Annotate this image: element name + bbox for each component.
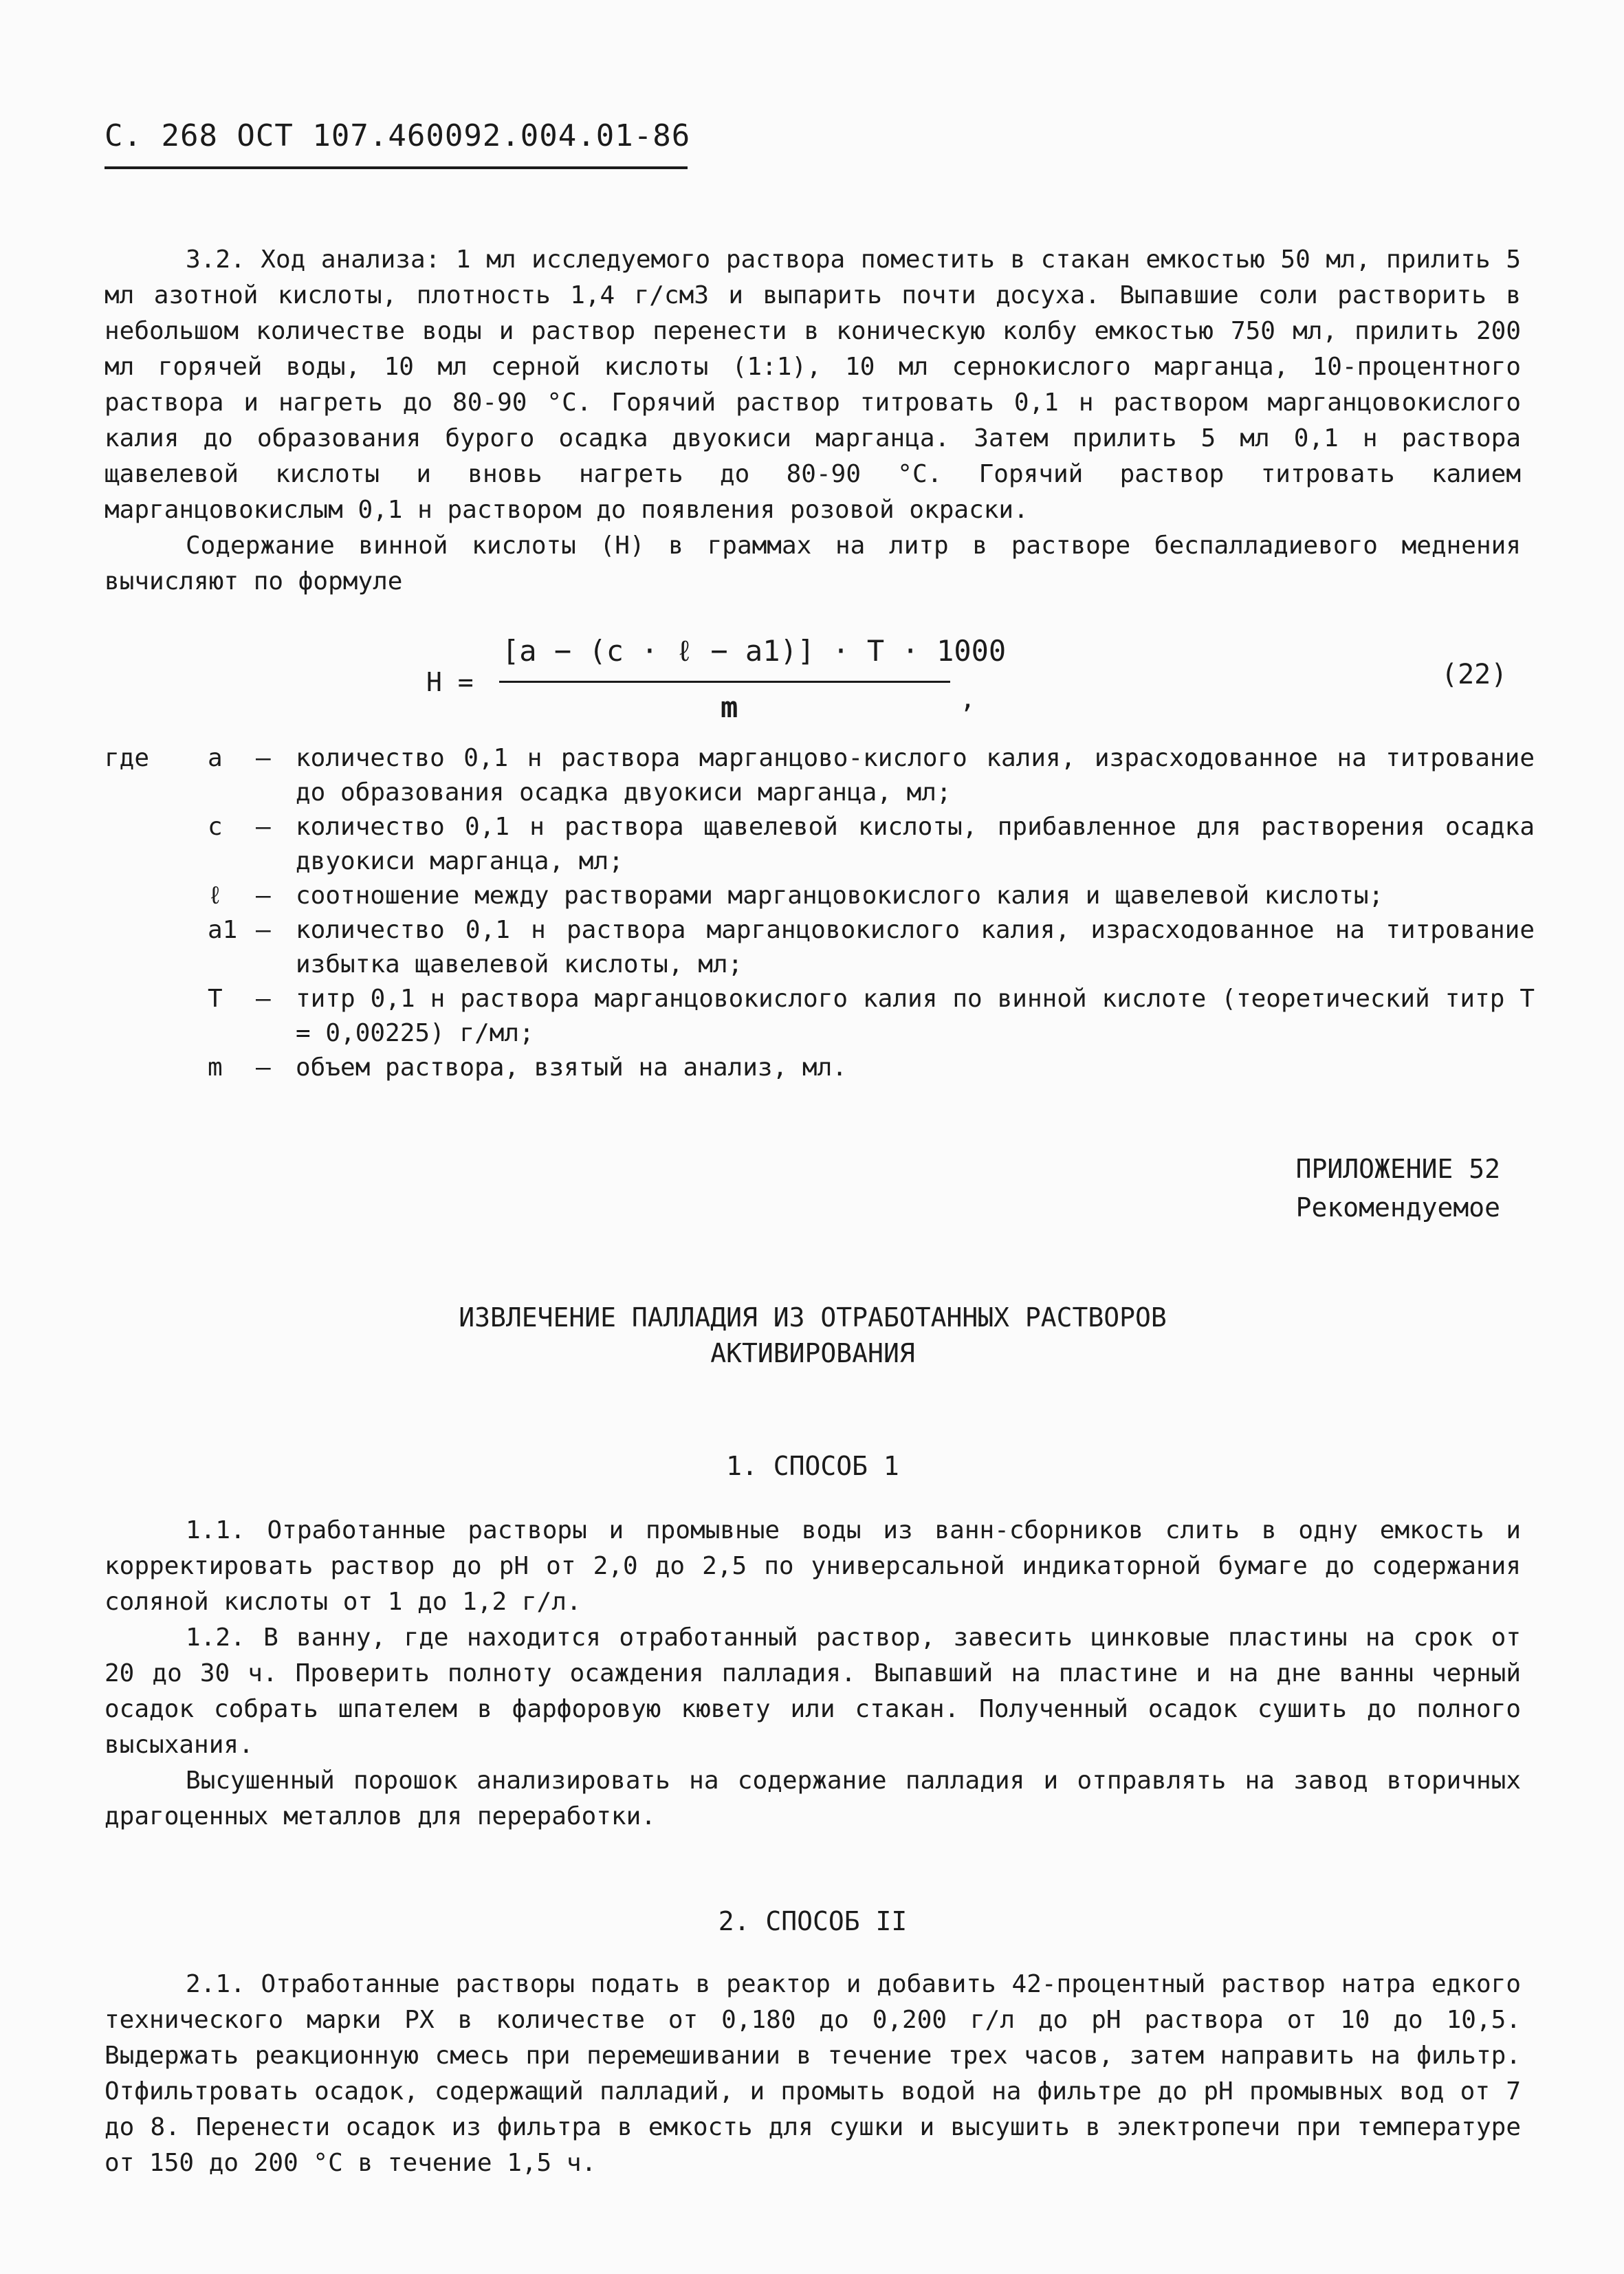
formula-denominator: m [721, 690, 738, 724]
where-label: где [105, 744, 150, 772]
definition-t: Т – титр 0,1 н раствора марганцовокислого калия по винной кислоте (теоретический титр Т = 0,00225) г/мл; [105, 982, 1535, 1051]
section-3-2 [105, 242, 1521, 600]
definition-symbol: а1 [208, 916, 238, 944]
appendix-status: Рекомендуемое [1295, 1192, 1500, 1223]
document-title [105, 1300, 1521, 1371]
page-header: С. 268 ОСТ 107.460092.004.01-86 [105, 118, 691, 153]
definition-text: титр 0,1 н раствора марганцовокислого калия по винной кислоте (теоретический титр Т = 0,00225) г/мл; [296, 985, 1535, 1047]
definition-l: ℓ – соотношение между растворами марганцовокислого калия и щавелевой кислоты; [105, 879, 1535, 913]
formula-intro: Содержание винной кислоты (Н) в граммах на литр в растворе беспалладиевого меднения вычисляют по формуле [105, 532, 1521, 595]
definition-text: количество 0,1 н раствора марганцовокислого калия, израсходованное на титрование избытка щавелевой кислоты, мл; [296, 916, 1535, 979]
method-2-heading: 2. СПОСОБ II [718, 1906, 908, 1936]
header-rule [105, 166, 688, 169]
definition-symbol: Т [208, 985, 223, 1013]
paragraph-1-3: Высушенный порошок анализировать на содержание палладия и отправлять на завод вторичных драгоценных металлов для переработки. [105, 1767, 1521, 1830]
method-1-body [105, 1513, 1521, 1835]
method-1-heading: 1. СПОСОБ 1 [726, 1451, 899, 1481]
equation-number: (22) [1441, 659, 1508, 690]
definition-a1: а1 – количество 0,1 н раствора марганцовокислого калия, израсходованное на титрование избытка щавелевой кислоты, мл; [105, 913, 1535, 982]
paragraph-1-2: 1.2. В ванну, где находится отработанный раствор, завесить цинковые пластины на срок от 20 до 30 ч. Проверить полноту осаждения палладия. Выпавший на пластине и на дне ванны черный осадок собрать шпателем в фарфоровую кювету или стакан. Полученный осадок сушить до полного высыхания. [105, 1623, 1521, 1759]
definition-symbol: m [208, 1053, 223, 1082]
definition-a: где а – количество 0,1 н раствора марганцово-кислого калия, израсходованное на титрование до образования осадка двуокиси марганца, мл; [105, 741, 1535, 810]
title-line-1: ИЗВЛЕЧЕНИЕ ПАЛЛАДИЯ ИЗ ОТРАБОТАННЫХ РАСТВОРОВ [459, 1302, 1167, 1333]
definition-c: с – количество 0,1 н раствора щавелевой кислоты, прибавленное для растворения осадка двуокиси марганца, мл; [105, 810, 1535, 879]
definitions-list [105, 741, 1535, 1085]
appendix-block [1296, 1150, 1500, 1227]
definition-symbol: ℓ [208, 882, 223, 910]
definition-m: m – объем раствора, взятый на анализ, мл. [105, 1051, 1535, 1085]
definition-symbol: с [208, 813, 223, 841]
fraction-line [499, 681, 950, 683]
definition-text: количество 0,1 н раствора марганцово-кислого калия, израсходованное на титрование до образования осадка двуокиси марганца, мл; [296, 744, 1535, 807]
method-2-body [105, 1967, 1521, 2181]
paragraph-3-2: 3.2. Ход анализа: 1 мл исследуемого раствора поместить в стакан емкостью 50 мл, прилить 5 мл азотной кислоты, плотность 1,4 г/см3 и выпарить почти досуха. Выпавшие соли растворить в небольшом количестве воды и раствор перенести в коническую колбу емкостью 750 мл, прилить 200 мл горячей воды, 10 мл серной кислоты (1:1), 10 мл сернокислого марганца, 10-процентного раствора и нагреть до 80-90 °С. Горячий раствор титровать 0,1 н раствором марганцовокислого калия до образования бурого осадка двуокиси марганца. Затем прилить 5 мл 0,1 н раствора щавелевой кислоты и вновь нагреть до 80-90 °С. Горячий раствор титровать калием марганцовокислым 0,1 н раствором до появления розовой окраски. [105, 245, 1521, 524]
definition-text: объем раствора, взятый на анализ, мл. [296, 1053, 847, 1082]
definition-text: соотношение между растворами марганцовокислого калия и щавелевой кислоты; [296, 882, 1384, 910]
paragraph-2-1: 2.1. Отработанные растворы подать в реактор и добавить 42-процентный раствор натра едкого технического марки РХ в количестве от 0,180 до 0,200 г/л до рН раствора от 10 до 10,5. Выдержать реакционную смесь при перемешивании в течение трех часов, затем направить на фильтр. Отфильтровать осадок, содержащий палладий, и промыть водой на фильтре до рН промывных вод от 7 до 8. Перенести осадок из фильтра в емкость для сушки и высушить в электропечи при температуре от 150 до 200 °С в течение 1,5 ч. [105, 1970, 1521, 2177]
paragraph-1-1: 1.1. Отработанные растворы и промывные воды из ванн-сборников слить в одну емкость и корректировать раствор до рН от 2,0 до 2,5 по универсальной индикаторной бумаге до содержания соляной кислоты от 1 до 1,2 г/л. [105, 1516, 1521, 1616]
formula-comma: , [960, 684, 976, 714]
formula-lhs: Н = [426, 667, 474, 697]
title-line-2: АКТИВИРОВАНИЯ [710, 1338, 915, 1368]
definition-text: количество 0,1 н раствора щавелевой кислоты, прибавленное для растворения осадка двуокиси марганца, мл; [296, 813, 1535, 875]
formula-numerator: [а − (с · ℓ − а1)] · Т · 1000 [502, 634, 1007, 668]
appendix-number: ПРИЛОЖЕНИЕ 52 [1295, 1154, 1500, 1184]
definition-symbol: а [208, 744, 223, 772]
formula-22 [385, 634, 1141, 730]
